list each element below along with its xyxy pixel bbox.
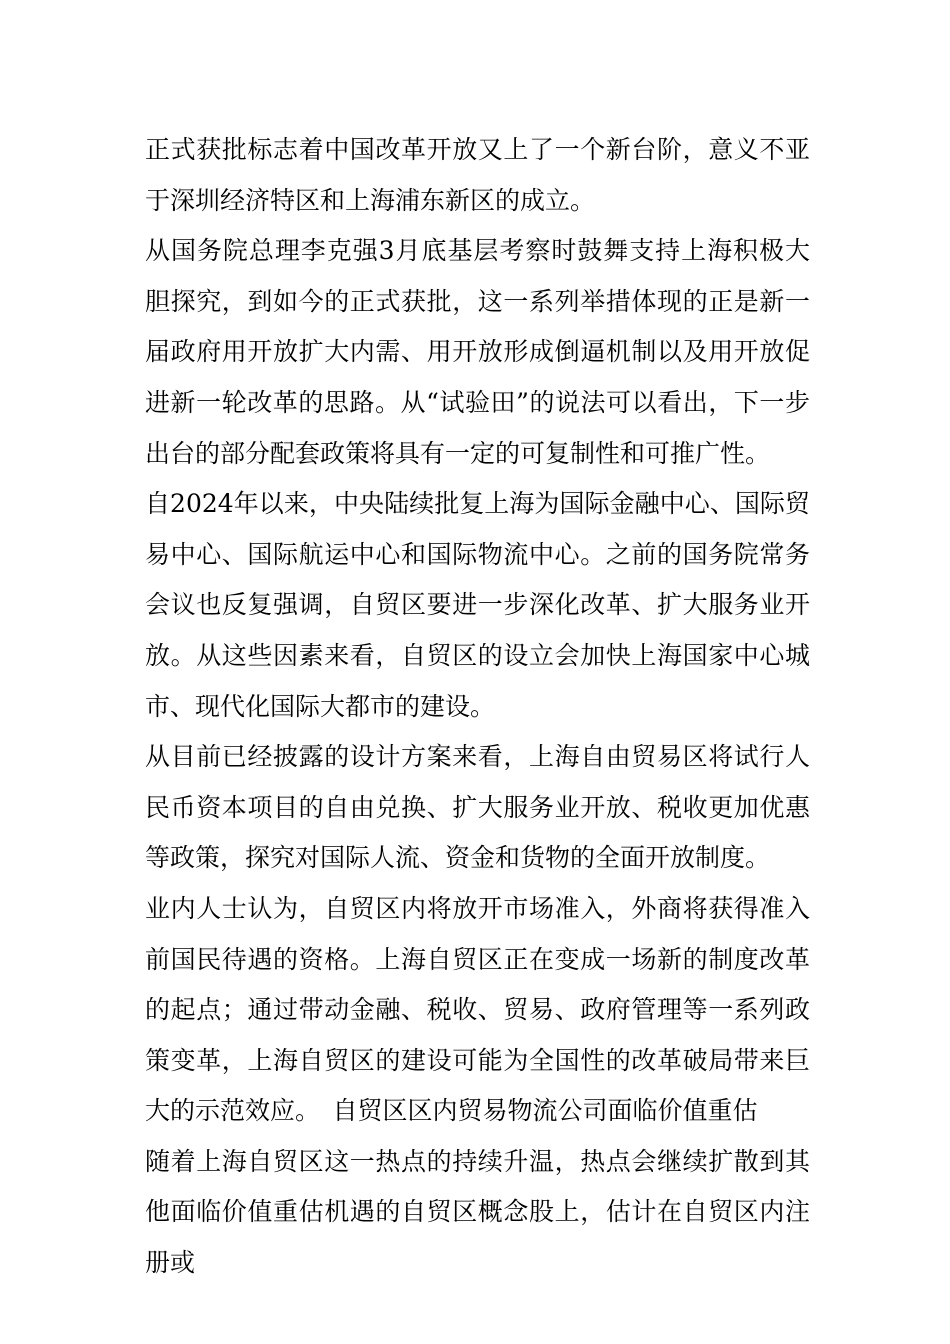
paragraph: 业内人士认为，自贸区内将放开市场准入，外商将获得准入前国民待遇的资格。上海自贸区正在变成一场新的制度改革的起点；通过带动金融、税收、贸易、政府管理等一系列政策变革，上海自贸区的建设可能为全国性的改革破局带来巨大的示范效应。 自贸区区内贸易物流公司面临价值重估 — [145, 893, 810, 1126]
paragraph: 自2024年以来，中央陆续批复上海为国际金融中心、国际贸易中心、国际航运中心和国际物流中心。之前的国务院常务会议也反复强调，自贸区要进一步深化改革、扩大服务业开放。从这些因素来看，自贸区的设立会加快上海国家中心城市、现代化国际大都市的建设。 — [145, 489, 810, 721]
paragraph: 从国务院总理李克强3月底基层考察时鼓舞支持上海积极大胆探究，到如今的正式获批，这一系列举措体现的正是新一届政府用开放扩大内需、用开放形成倒逼机制以及用开放促进新一轮改革的思路。从“试验田”的说法可以看出，下一步出台的部分配套政策将具有一定的可复制性和可推广性。 — [145, 236, 810, 468]
document-body — [145, 125, 810, 1289]
paragraph: 从目前已经披露的设计方案来看，上海自由贸易区将试行人民币资本项目的自由兑换、扩大服务业开放、税收更加优惠等政策，探究对国际人流、资金和货物的全面开放制度。 — [145, 742, 810, 873]
paragraph: 随着上海自贸区这一热点的持续升温，热点会继续扩散到其他面临价值重估机遇的自贸区概念股上，估计在自贸区内注册或 — [145, 1146, 810, 1278]
paragraph: 正式获批标志着中国改革开放又上了一个新台阶，意义不亚于深圳经济特区和上海浦东新区的成立。 — [145, 135, 810, 215]
